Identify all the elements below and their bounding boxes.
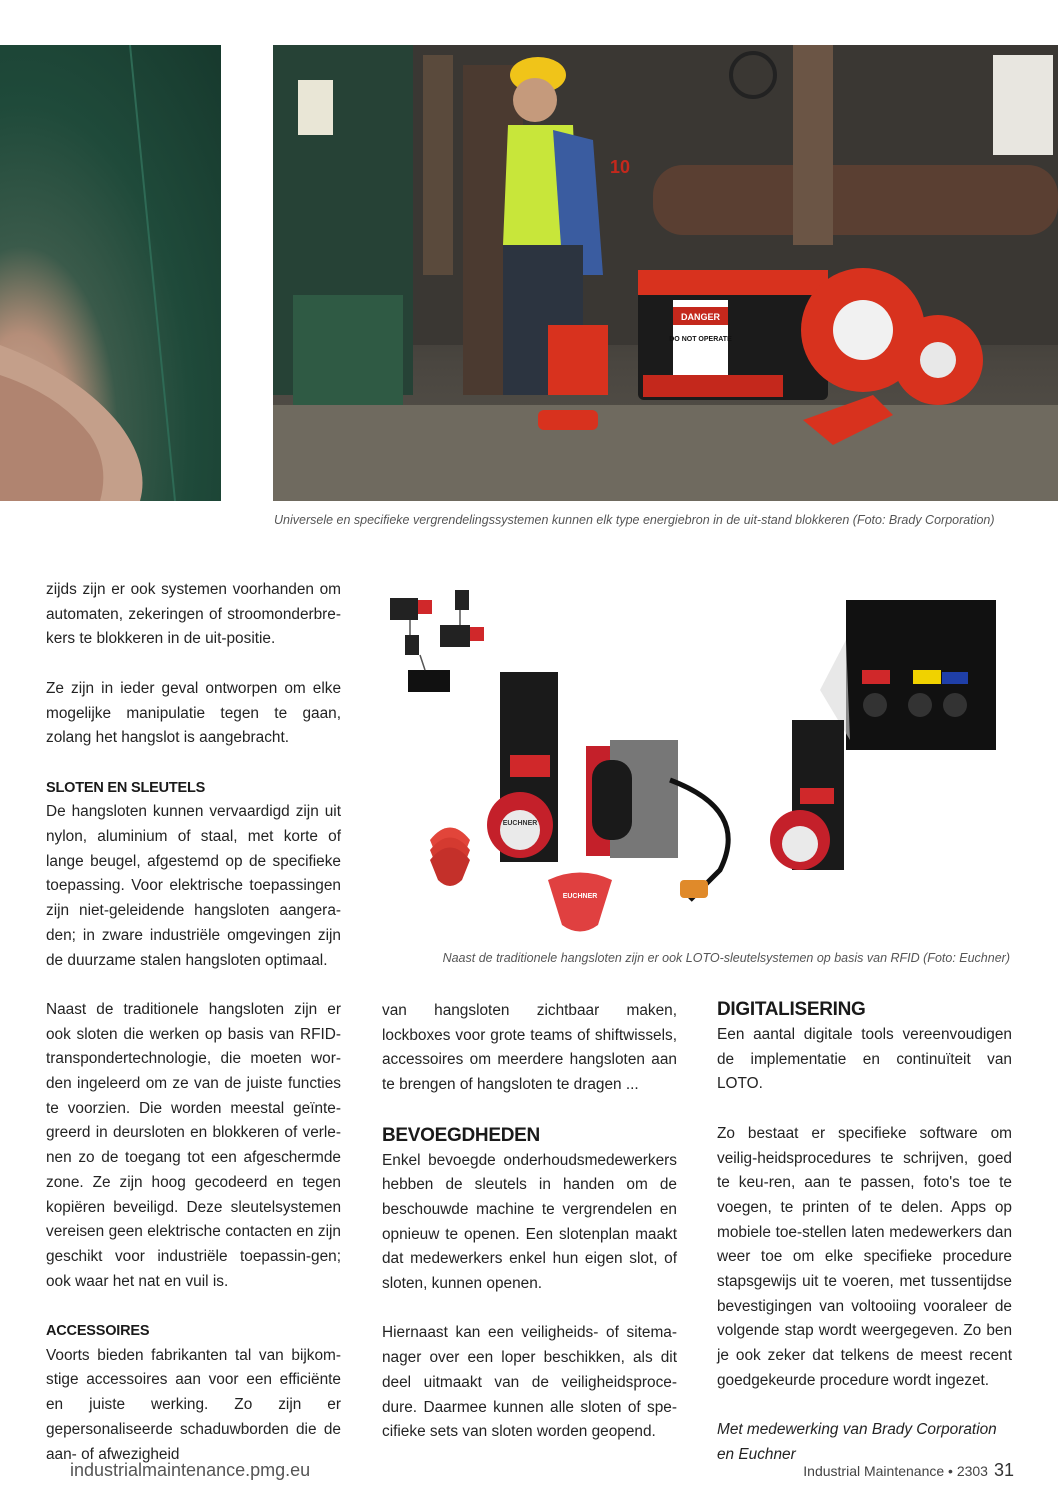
column-3 bbox=[717, 997, 1012, 1468]
footer-magazine-issue: Industrial Maintenance • 2303 bbox=[803, 1463, 988, 1479]
column-1-top bbox=[46, 578, 341, 1467]
credit-line: Met medewerking van Brady Corporation en Euchner bbox=[717, 1421, 997, 1463]
photo-left-cropped bbox=[0, 45, 221, 501]
col2-paragraph-3: Hiernaast kan een veiligheids- of sitema-nager over een loper beschikken, als dit deel uitmaakt van de veiligheidsproce-dure. Daarmee kunnen alle sloten of spe-cifieke sets van sloten worden geopend. bbox=[382, 1324, 677, 1441]
col1-paragraph-1: zijds zijn er ook systemen voorhanden om automaten, zekeringen of stroomonderbre-kers te blokkeren in de uit-positie. bbox=[46, 581, 341, 648]
photo-illustration bbox=[273, 45, 1058, 501]
heading-accessoires: ACCESSOIRES bbox=[46, 1323, 150, 1340]
photo-industrial-lockout bbox=[273, 45, 1058, 501]
col3-paragraph-2: Zo bestaat er specifieke software om veilig-heidsprocedures te schrijven, goed te keu-ren, aan te passen, foto's toe te voegen, te printen of te delen. Apps op mobiele toe-stellen laten medewerkers dan weer toe om elke specifieke procedure stapsgewijs uit te voeren, met tussentijdse bevestigingen van voltooiing vooraleer de volgende stap wordt weergegeven. Zo ben je ook zeker dat telkens de meest recent goedgekeurde procedure wordt ingezet. bbox=[717, 1124, 1012, 1389]
product-brand-label-2: EUCHNER bbox=[562, 893, 598, 900]
heading-bevoegdheden: BEVOEGDHEDEN bbox=[382, 1124, 540, 1146]
col1-paragraph-3: De hangsloten kunnen vervaardigd zijn uit nylon, aluminium of staal, met korte of lange beugel, afgestemd op de specifieke toepassing. Voor elektrische toepassingen zijn niet-geleidende hangsloten aangera-den; in zware industriële omgevingen zijn de duurzame stalen hangsloten optimaal. bbox=[46, 803, 341, 969]
col1-paragraph-4: Naast de traditionele hangsloten zijn er ook sloten die werken op basis van RFID-transpondertechnologie, die moeten wor-den ingeleerd om ze van de juiste functies te voorzien. Die worden meestal geïnte-greerd in deursloten en blokkeren of verle-nen zo de toegang tot een afgeschermde zone. Ze zijn hoog gecodeerd en tegen kopiëren beveiligd. Deze sleutelsystemen vereisen geen elektrische contacten en zijn geschikt voor industriële toepassin-gen; ook waar het nat en vuil is. bbox=[46, 1000, 341, 1290]
column-2 bbox=[382, 999, 677, 1445]
heading-sloten-en-sleutels: SLOTEN EN SLEUTELS bbox=[46, 779, 206, 796]
do-not-operate-label: DO NOT OPERATE bbox=[669, 336, 732, 343]
photo-left-illustration bbox=[0, 45, 221, 501]
danger-tag-label: DANGER bbox=[680, 312, 721, 322]
col2-paragraph-1: van hangsloten zichtbaar maken, lockboxes voor grote teams of shiftwissels, accessoires om meerdere hangsloten aan te brengen of hangsloten te dragen ... bbox=[382, 1002, 677, 1094]
product-illustration bbox=[380, 580, 1020, 935]
col3-paragraph-1: Een aantal digitale tools vereenvoudigen de implementatie en continuïteit van LOTO. bbox=[717, 1026, 1012, 1093]
heading-digitalisering: DIGITALISERING bbox=[717, 999, 866, 1020]
photo-main-caption: Universele en specifieke vergrendelingssystemen kunnen elk type energiebron in de uit-stand blokkeren (Foto: Brady Corporation) bbox=[274, 513, 995, 527]
col2-paragraph-2: Enkel bevoegde onderhoudsmedewerkers hebben de sleutels in handen om de beschouwde machine te vergrendelen en opnieuw te openen. Een slotenplan maakt dat medewerkers enkel hun eigen slot, of sloten, kunnen openen. bbox=[382, 1151, 677, 1293]
footer-magazine-info bbox=[803, 1460, 1014, 1481]
product-figure-rfid bbox=[380, 580, 1020, 935]
page-number: 31 bbox=[993, 1460, 1014, 1480]
col1-paragraph-2: Ze zijn in ieder geval ontworpen om elke mogelijke manipulatie tegen te gaan, zolang het hangslot is aangebracht. bbox=[46, 679, 341, 747]
pipe-number-label: 10 bbox=[609, 157, 631, 177]
col1-paragraph-5: Voorts bieden fabrikanten tal van bijkom-stige accessoires aan voor een efficiënte en juiste werking. Zo zijn er gepersonaliseerde schaduwborden die de aan- of afwezigheid bbox=[46, 1346, 341, 1463]
footer-website-link[interactable]: industrialmaintenance.pmg.eu bbox=[70, 1460, 311, 1480]
product-caption: Naast de traditionele hangsloten zijn er ook LOTO-sleutelsystemen op basis van RFID (Foto: Euchner) bbox=[442, 951, 1010, 965]
product-brand-label-1: EUCHNER bbox=[502, 820, 538, 827]
